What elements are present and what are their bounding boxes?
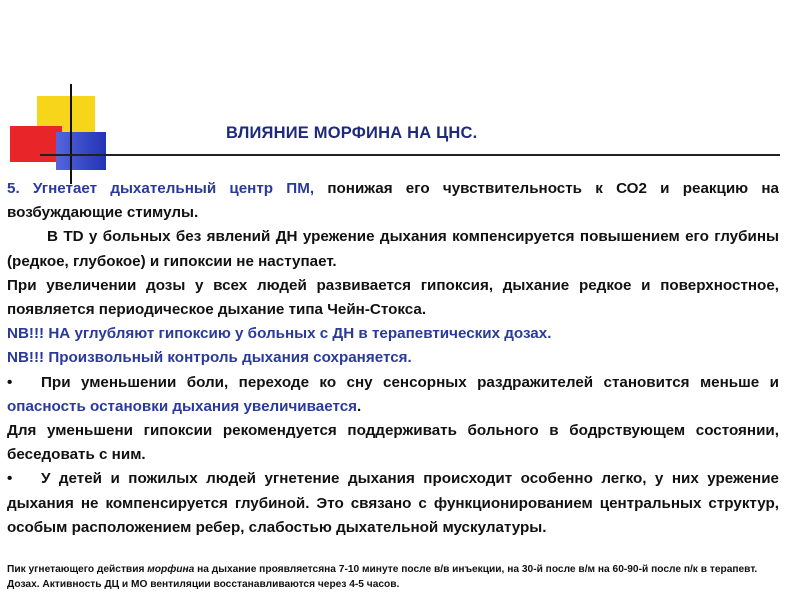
paragraph-4-text: Для уменьшени гипоксии рекомендуется поддерживать больного в бодрствующем состоянии, беседовать с ним. <box>7 422 779 464</box>
bullet-item-2 <box>7 467 779 540</box>
footnote-drug-name: морфина <box>147 564 195 575</box>
blue-square <box>56 132 106 170</box>
bullet-item-1-text: При уменьшении боли, переходе ко сну сенсорных раздражителей становится меньше и <box>41 373 779 391</box>
slide-body <box>7 177 779 540</box>
vertical-rule <box>70 84 72 184</box>
nb-note-1: NB!!! НА углубляют гипоксию у больных с ДН в терапевтических дозах. <box>7 325 552 343</box>
red-square <box>10 126 62 162</box>
footnote: Пик угнетающего действия морфина на дыхание проявляетсяна 7-10 минуте после в/в инъекции, на 30-й после в/м на 60-90-й после п/к в терапевт. Дозах. Активность ДЦ и МО вентиляции восстанавливаются через 4-5 часов. <box>7 564 758 590</box>
paragraph-4 <box>7 419 779 467</box>
nb-note-2: NB!!! Произвольный контроль дыхания сохраняется. <box>7 349 412 367</box>
bullet-item-1-highlight: опасность остановки дыхания увеличивается <box>7 397 358 415</box>
decorative-logo <box>0 0 140 180</box>
slide-title: ВЛИЯНИЕ МОРФИНА НА ЦНС. <box>226 124 478 142</box>
bullet-item-1: • При уменьшении боли, переходе ко сну сенсорных раздражителей становится меньше и опасность остановки дыхания увеличивается. <box>7 371 779 419</box>
paragraph-3-text: При увеличении дозы у всех людей развивается гипоксия, дыхание редкое и поверхностное, появляется периодическое дыхание типа Чейн-Стокса. <box>7 276 779 319</box>
bullet-icon: • <box>7 470 13 488</box>
horizontal-rule <box>40 154 780 156</box>
paragraph-1-text: понижая его чувствительность к СО2 и реакцию на возбуждающие стимулы. <box>7 180 779 222</box>
paragraph-1-highlight: 5. Угнетает дыхательный центр ПМ, <box>7 180 315 197</box>
paragraph-2-text: В TD у больных без явлений ДН урежение дыхания компенсируется повышением его глубины (редкое, глубокое) и гипоксии не наступает. <box>7 228 779 270</box>
paragraph-3 <box>7 274 779 322</box>
paragraph-2 <box>7 225 779 273</box>
bullet-item-2-text: У детей и пожилых людей угнетение дыхания происходит особенно легко, у них урежение дыхания не компенсируется глубиной. Это связано с функционированием центральных структур, особым расположением ребер, слабостью дыхательной мускулатуры. <box>7 470 779 536</box>
paragraph-1 <box>7 177 779 225</box>
bullet-icon: • <box>7 373 13 391</box>
